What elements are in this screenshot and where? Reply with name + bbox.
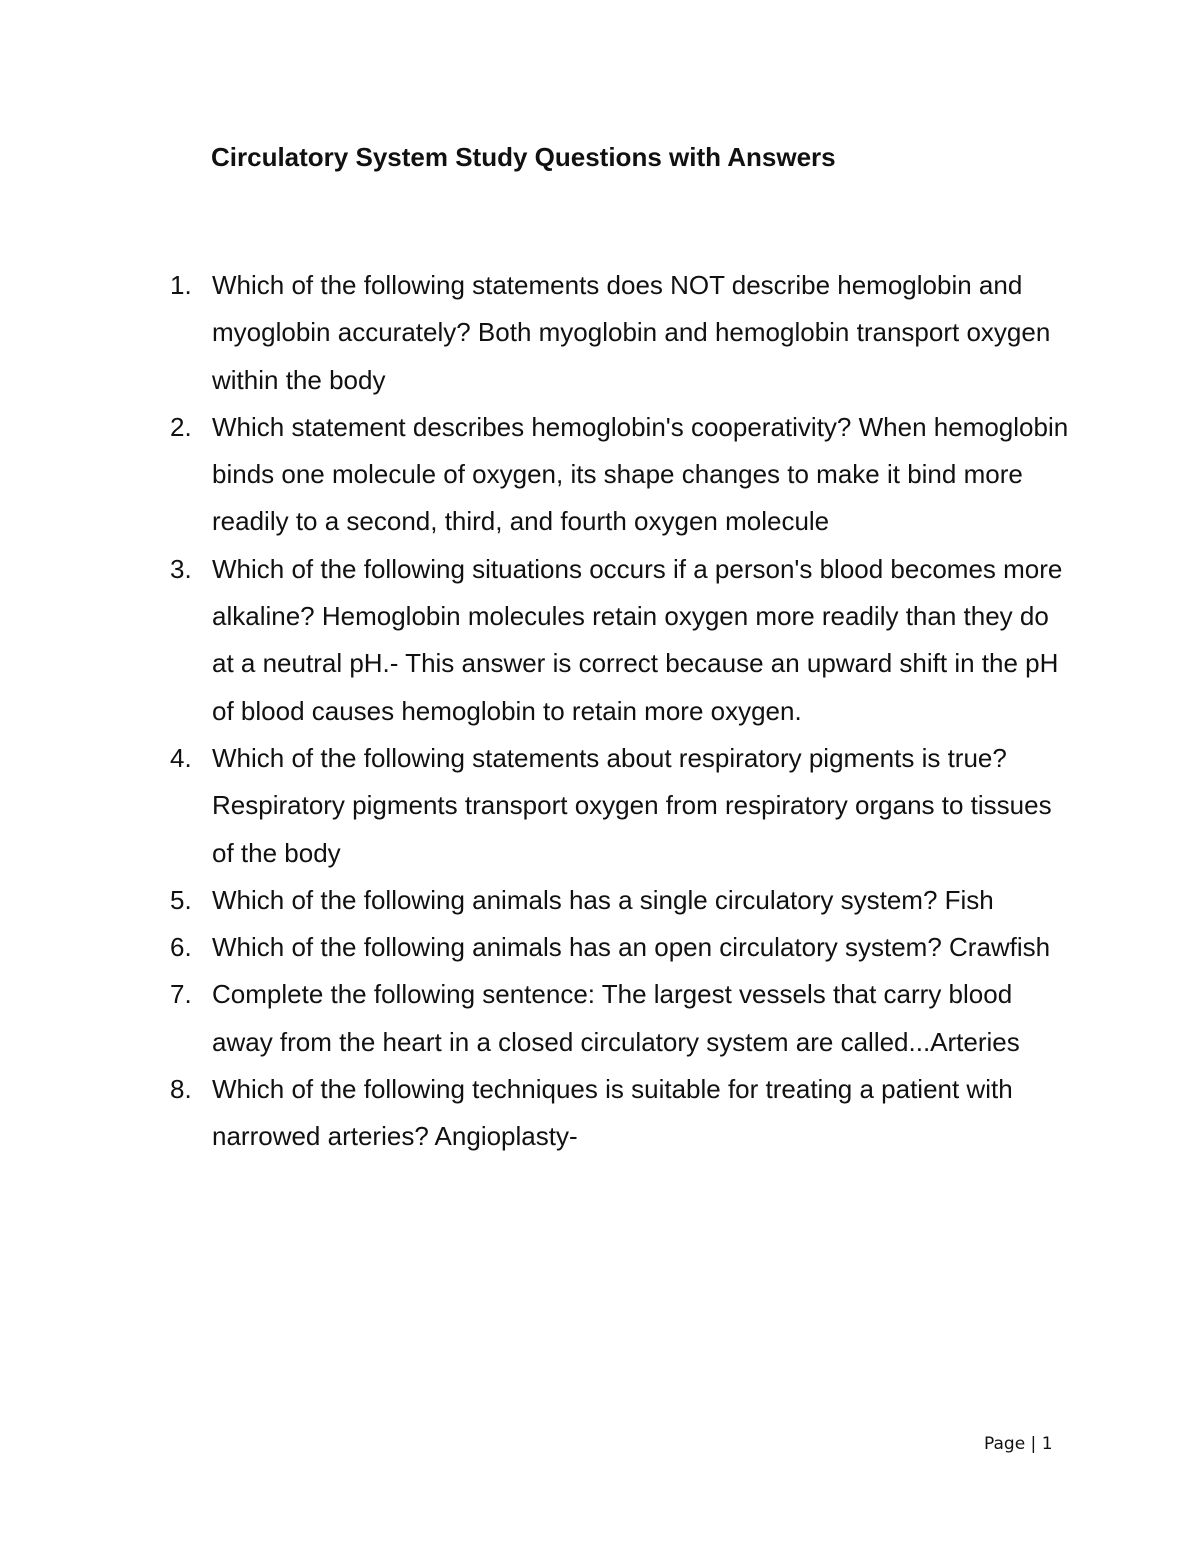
- question-item: [170, 971, 1070, 1066]
- question-item: [170, 1066, 1070, 1161]
- question-item: [170, 404, 1070, 546]
- question-text: Which of the following statements about respiratory pigments is true? Respiratory pigments transport oxygen from respiratory organs to tissues of the body: [212, 742, 1052, 868]
- question-item: [170, 546, 1070, 735]
- question-item: [170, 735, 1070, 877]
- question-number: 3.: [170, 553, 192, 584]
- question-number: 7.: [170, 979, 192, 1010]
- question-text: Which of the following statements does NOT describe hemoglobin and myoglobin accurately? Both myoglobin and hemoglobin transport oxygen within the body: [212, 270, 1051, 395]
- question-number: 5.: [170, 884, 192, 915]
- question-list: [170, 262, 1070, 1161]
- page-number: Page | 1: [984, 1434, 1053, 1454]
- question-text: Which of the following animals has an open circulatory system? Crawfish: [212, 932, 1051, 963]
- document-title: Circulatory System Study Questions with Answers: [211, 142, 836, 172]
- question-number: 8.: [170, 1074, 192, 1105]
- question-item: [170, 877, 1070, 924]
- question-item: [170, 262, 1070, 404]
- question-number: 4.: [170, 742, 192, 773]
- question-number: 6.: [170, 932, 192, 963]
- question-item: [170, 924, 1070, 971]
- question-text: Which of the following situations occurs if a person's blood becomes more alkaline? Hemoglobin molecules retain oxygen more readily than they do at a neutral pH.- This answer is correct because an upward shift in the pH of blood causes hemoglobin to retain more oxygen.: [212, 553, 1063, 726]
- question-text: Which of the following animals has a single circulatory system? Fish: [212, 884, 994, 915]
- question-number: 1.: [170, 270, 192, 300]
- question-text: Complete the following sentence: The largest vessels that carry blood away from the heart in a closed circulatory system are called...Arteries: [212, 979, 1020, 1057]
- question-text: Which statement describes hemoglobin's cooperativity? When hemoglobin binds one molecule of oxygen, its shape changes to make it bind more readily to a second, third, and fourth oxygen molecule: [212, 411, 1069, 537]
- question-text: Which of the following techniques is suitable for treating a patient with narrowed arteries? Angioplasty-: [212, 1074, 1013, 1152]
- question-number: 2.: [170, 411, 192, 442]
